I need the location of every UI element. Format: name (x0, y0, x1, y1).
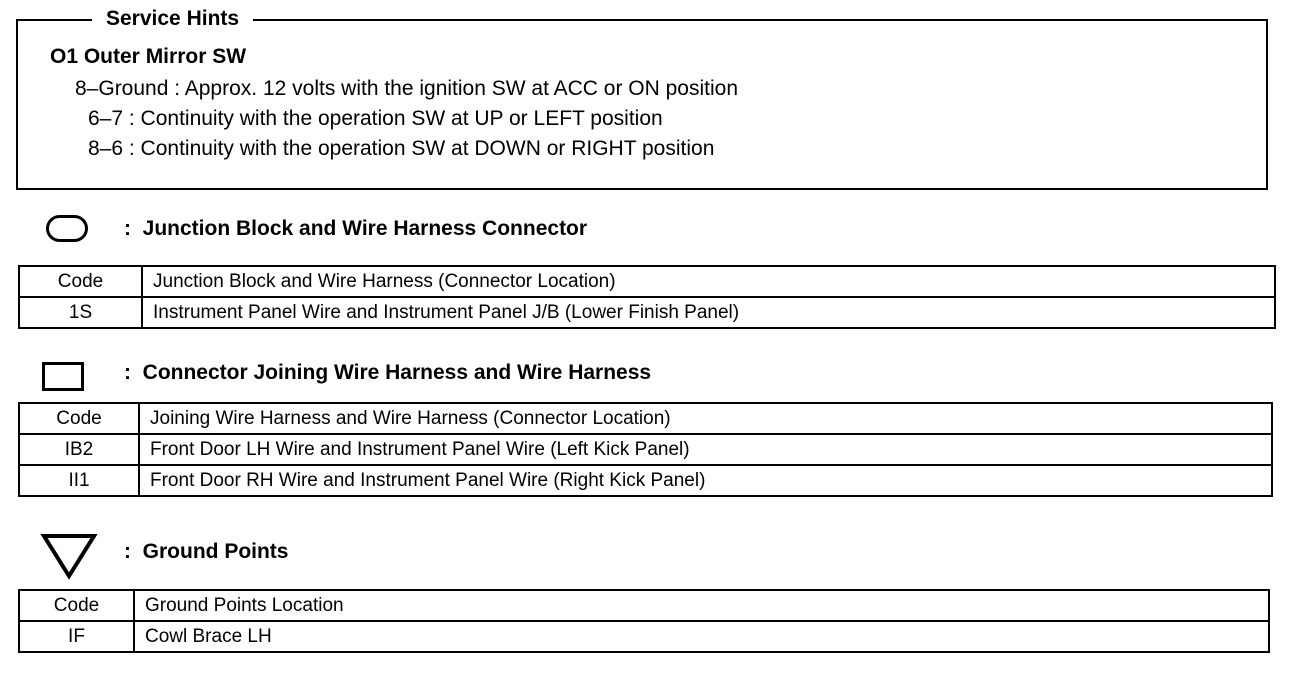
table-row (19, 266, 1275, 297)
junction-table (18, 265, 1276, 329)
oval-symbol-icon (46, 215, 88, 242)
table-row (19, 297, 1275, 328)
joining-table (18, 402, 1273, 497)
desc-cell: Front Door LH Wire and Instrument Panel Wire (Left Kick Panel) (139, 434, 1272, 465)
ground-table (18, 589, 1270, 653)
code-cell: 1S (19, 297, 142, 328)
desc-cell: Front Door RH Wire and Instrument Panel Wire (Right Kick Panel) (139, 465, 1272, 496)
code-cell: II1 (19, 465, 139, 496)
table-row (19, 621, 1269, 652)
code-header: Code (19, 590, 134, 621)
code-cell: IB2 (19, 434, 139, 465)
desc-cell: Instrument Panel Wire and Instrument Panel J/B (Lower Finish Panel) (142, 297, 1275, 328)
service-hints-title: Service Hints (92, 6, 253, 32)
hint-heading: O1 Outer Mirror SW (50, 45, 247, 68)
table-row (19, 465, 1272, 496)
desc-header: Ground Points Location (134, 590, 1269, 621)
code-header: Code (19, 266, 142, 297)
junction-heading: : Junction Block and Wire Harness Connector (124, 217, 588, 240)
square-symbol-icon (42, 362, 84, 391)
desc-header: Junction Block and Wire Harness (Connector Location) (142, 266, 1275, 297)
triangle-symbol-icon (40, 532, 100, 580)
table-row (19, 434, 1272, 465)
table-row (19, 590, 1269, 621)
table-row (19, 403, 1272, 434)
desc-cell: Cowl Brace LH (134, 621, 1269, 652)
hint-line-3: 8–6 : Continuity with the operation SW at DOWN or RIGHT position (88, 137, 715, 160)
hint-line-1: 8–Ground : Approx. 12 volts with the ignition SW at ACC or ON position (75, 77, 738, 100)
desc-header: Joining Wire Harness and Wire Harness (Connector Location) (139, 403, 1272, 434)
ground-heading: : Ground Points (124, 540, 289, 563)
code-header: Code (19, 403, 139, 434)
joining-heading: : Connector Joining Wire Harness and Wire Harness (124, 361, 652, 384)
hint-line-2: 6–7 : Continuity with the operation SW at UP or LEFT position (88, 107, 663, 130)
code-cell: IF (19, 621, 134, 652)
